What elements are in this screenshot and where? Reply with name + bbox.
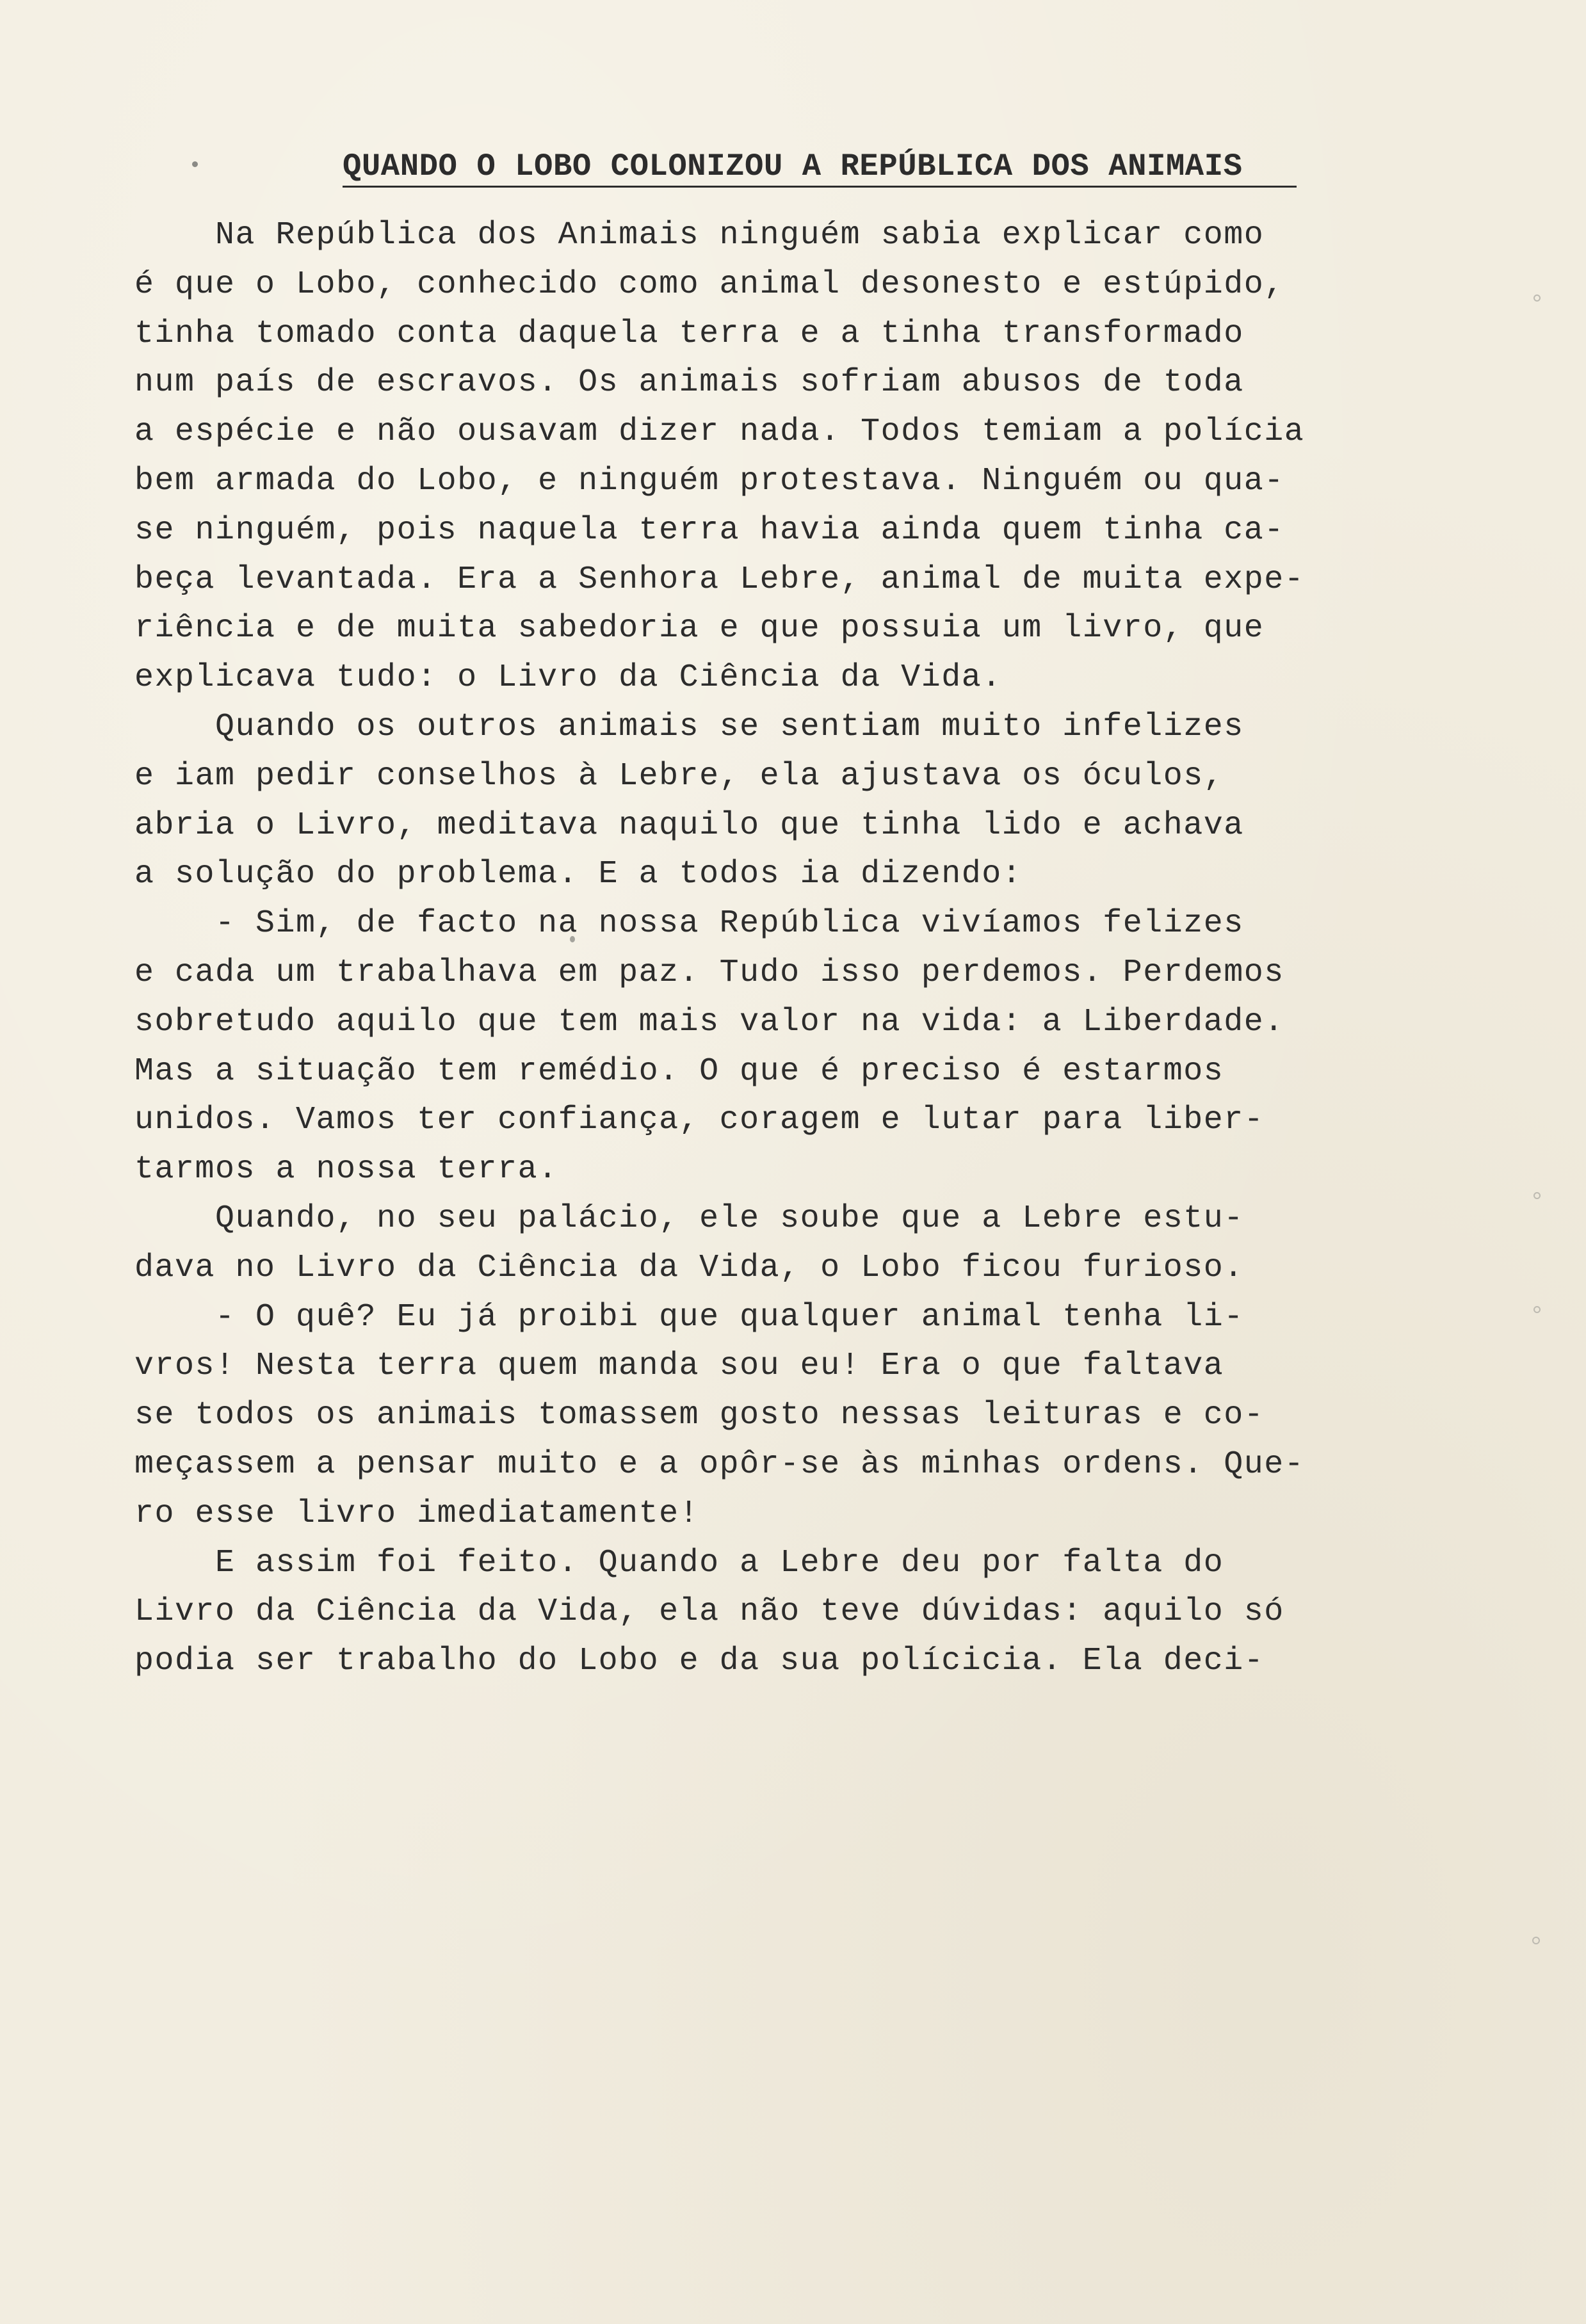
text-line: explicava tudo: o Livro da Ciência da Vida. (134, 659, 1002, 697)
text-line: dava no Livro da Ciência da Vida, o Lobo ficou furioso. (134, 1249, 1244, 1286)
text-line: e cada um trabalhava em paz. Tudo isso perdemos. Perdemos (134, 954, 1284, 991)
text-line: podia ser trabalho do Lobo e da sua polícicia. Ela deci- (134, 1643, 1265, 1680)
text-line: - O quê? Eu já proibi que qualquer animal tenha li- (134, 1298, 1244, 1335)
text-line: Quando os outros animais se sentiam muito infelizes (134, 708, 1244, 745)
text-line: tarmos a nossa terra. (134, 1151, 558, 1188)
document-body (134, 211, 1325, 1686)
text-line: meçassem a pensar muito e a opôr-se às minhas ordens. Que- (134, 1446, 1305, 1483)
text-line: Livro da Ciência da Vida, ela não teve dúvidas: aquilo só (134, 1594, 1284, 1631)
paper-speck (192, 161, 198, 167)
paper-speck (1532, 1937, 1540, 1944)
text-line: é que o Lobo, conhecido como animal desonesto e estúpido, (134, 266, 1284, 303)
text-line: riência e de muita sabedoria e que possuia um livro, que (134, 610, 1265, 647)
text-line: Mas a situação tem remédio. O que é preciso é estarmos (134, 1053, 1224, 1090)
text-line: bem armada do Lobo, e ninguém protestava. Ninguém ou qua- (134, 462, 1284, 499)
text-line: se todos os animais tomassem gosto nessas leituras e co- (134, 1397, 1265, 1434)
text-line: sobretudo aquilo que tem mais valor na vida: a Liberdade. (134, 1003, 1284, 1040)
text-line: a espécie e não ousavam dizer nada. Todos temiam a polícia (134, 414, 1305, 451)
text-line: beça levantada. Era a Senhora Lebre, animal de muita expe- (134, 561, 1305, 598)
document-title: QUANDO O LOBO COLONIZOU A REPÚBLICA DOS ANIMAIS (343, 149, 1297, 188)
paper-speck (1533, 295, 1541, 302)
paper-speck (1533, 1192, 1541, 1199)
text-line: e iam pedir conselhos à Lebre, ela ajustava os óculos, (134, 757, 1224, 795)
text-line: vros! Nesta terra quem manda sou eu! Era o que faltava (134, 1348, 1224, 1385)
text-line: unidos. Vamos ter confiança, coragem e lutar para liber- (134, 1102, 1265, 1139)
text-line: num país de escravos. Os animais sofriam abusos de toda (134, 364, 1244, 401)
text-line: E assim foi feito. Quando a Lebre deu por falta do (134, 1544, 1224, 1581)
text-line: a solução do problema. E a todos ia dizendo: (134, 856, 1023, 893)
text-line: Quando, no seu palácio, ele soube que a Lebre estu- (134, 1200, 1244, 1237)
text-line: - Sim, de facto na nossa República vivíamos felizes (134, 905, 1244, 942)
text-line: se ninguém, pois naquela terra havia ainda quem tinha ca- (134, 512, 1284, 549)
paper-speck (1533, 1306, 1541, 1313)
text-line: abria o Livro, meditava naquilo que tinha lido e achava (134, 807, 1244, 844)
text-line: Na República dos Animais ninguém sabia explicar como (134, 217, 1265, 254)
text-line: tinha tomado conta daquela terra e a tinha transformado (134, 315, 1244, 352)
text-line: ro esse livro imediatamente! (134, 1495, 700, 1532)
